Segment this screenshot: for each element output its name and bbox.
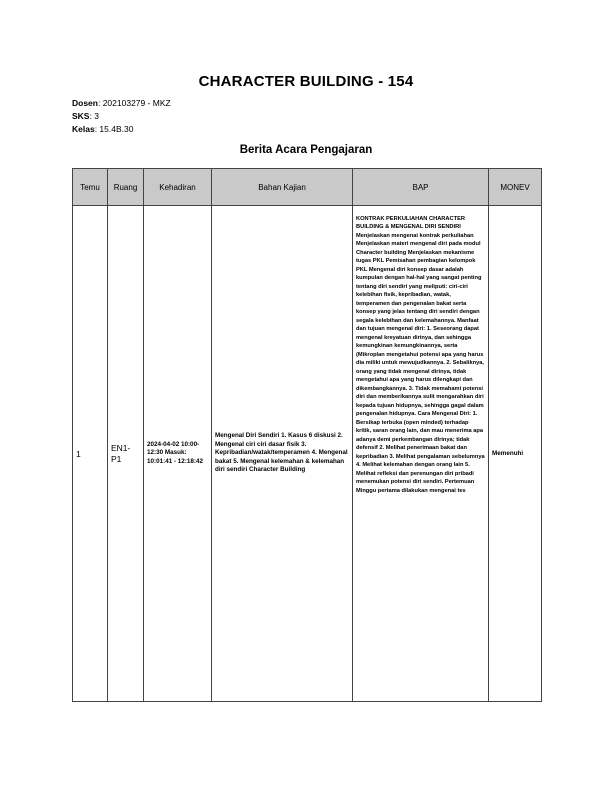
dosen-value: : 202103279 - MKZ	[97, 98, 171, 108]
header-monev: MONEV	[489, 169, 542, 206]
sks-label: SKS	[72, 111, 90, 121]
cell-bahan-kajian: Mengenal Diri Sendiri 1. Kasus 6 diskusi 2. Mengenal ciri ciri dasar fisik 3. Kepribadian/watak/temperamen 4. Mengenal bakat 5. Mengenal kelemahan & kelemahan diri sendiri Character Building	[212, 206, 353, 702]
table-header-row	[73, 169, 542, 206]
sks-line	[72, 111, 99, 121]
header-bahan-kajian: Bahan Kajian	[212, 169, 353, 206]
header-temu: Temu	[73, 169, 108, 206]
section-subtitle: Berita Acara Pengajaran	[239, 144, 373, 156]
cell-monev: Memenuhi	[489, 206, 542, 702]
kelas-line	[72, 124, 133, 134]
dosen-line	[72, 98, 171, 108]
header-kehadiran: Kehadiran	[144, 169, 212, 206]
cell-bap	[353, 206, 489, 702]
table-row	[73, 206, 542, 702]
dosen-label: Dosen	[72, 98, 98, 108]
document-title: CHARACTER BUILDING - 154	[198, 73, 414, 90]
bap-text: KONTRAK PERKULIAHAN CHARACTER BUILDING & MENGENAL DIRI SENDIRI Menjelaskan mengenai kontrak perkuliahan Menjelaskan materi mengenal diri pada modul Character building Menjelaskan mekanisme tugas PKL Pemisahan pembagian kelompok PKL Mengenal diri konsep dasar adalah kumpulan dengan hal-hal yang sangat penting tentang diri sendiri yang meliputi: ciri-ciri kelebihan fisik, kepribadian, watak, temperamen dan pengenalan bakat serta konsep yang jelas tentang diri sendiri dengan segala kelebihan dan kelemahannya. Manfaat dan tujuan mengenal diri: 1. Seseorang dapat mengenal kreyatuan dirinya, dan sehingga kemungkinan kemungkinannya, serta (Mikroplan mengetahui potensi apa yang harus dia miliki untuk mewujudkannya. 2. Sebaliknya, orang yang tidak mengenal dirinya, tidak mengetahui apa yang harus dilengkapi dan dikembangkannya. 3. Tidak memahami potensi diri dan memberikannya sulit mengarahkan diri kepada tujuan hidupnya, sehingga gagal dalam pengenalan hidupnya. Cara Mengenal Diri: 1. Bersikap terbuka (open minded) terhadap kritik, saran orang lain, dan mau menerima apa adanya demi perkembangan dirinya; tidak defensif 2. Melihat penerimaan bakat dan kepribadian 3. Melihat pengalaman sebelumnya 4. Melihat kelemahan dengan orang lain 5. Melihat refleksi dan perenungan diri pribadi menemukan potensi diri sendiri. Pertemuan Minggu pertama dilakukan mengenai tes	[356, 215, 485, 494]
header-bap: BAP	[353, 169, 489, 206]
kelas-label: Kelas	[72, 124, 95, 134]
sks-value: : 3	[89, 111, 99, 121]
header-ruang: Ruang	[108, 169, 144, 206]
cell-temu: 1	[73, 206, 108, 702]
kelas-value: : 15.4B.30	[94, 124, 134, 134]
cell-kehadiran: 2024-04-02 10:00-12:30 Masuk: 10:01:41 - 12:18:42	[144, 206, 212, 702]
cell-ruang: EN1-P1	[108, 206, 144, 702]
bap-table	[72, 168, 542, 702]
